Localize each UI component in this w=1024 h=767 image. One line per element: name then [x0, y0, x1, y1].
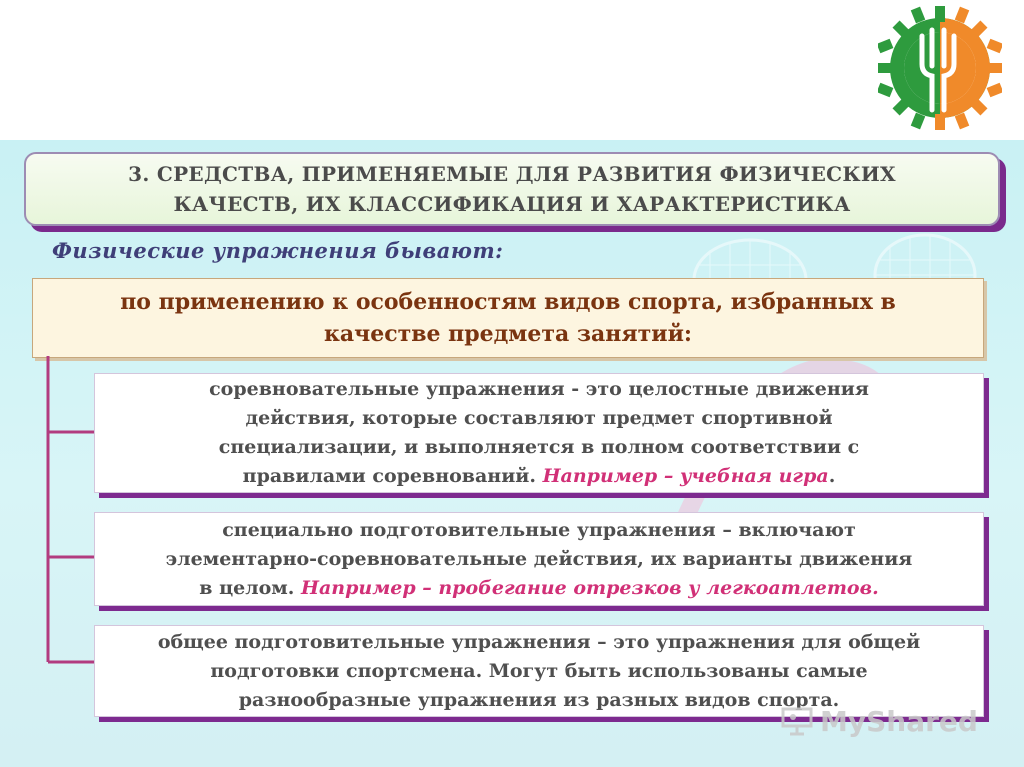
section-subtitle: Физические упражнения бывают: [52, 238, 504, 263]
card-text-line: элементарно-соревновательные действия, их варианты движения [165, 547, 913, 570]
presentation-board-icon [780, 706, 814, 736]
card-text-line: специализации, и выполняется в полном соответствии с [218, 436, 860, 458]
card-text-line: общее подготовительные упражнения – это упражнения для общей [157, 630, 921, 653]
criterion-line: качестве предмета занятий: [323, 321, 693, 347]
exercise-type-card [94, 512, 984, 606]
exercise-type-card [94, 373, 984, 493]
slide-title [24, 152, 1000, 226]
card-text-line: соревновательные упражнения - это целостные движения [209, 378, 869, 400]
example-text: Например – пробегание отрезков у легкоатлетов. [301, 576, 879, 599]
gear-fork-logo-icon [878, 6, 1002, 130]
slide-content [0, 140, 1024, 767]
tree-connector [44, 356, 96, 669]
card-text-line: подготовки спортсмена. Могут быть использованы самые [210, 659, 868, 682]
card-text: . [828, 465, 836, 487]
card-text-line: разнообразные упражнения из разных видов спорта. [238, 688, 840, 711]
watermark [780, 706, 978, 736]
slide-title-line: 3. СРЕДСТВА, ПРИМЕНЯЕМЫЕ ДЛЯ РАЗВИТИЯ ФИЗИЧЕСКИХ [128, 162, 896, 186]
card-text: правилами соревнований. [242, 465, 543, 487]
exercise-type-card [94, 625, 984, 717]
card-text-line [209, 462, 869, 491]
card-text-line: действия, которые составляют предмет спортивной [245, 407, 833, 429]
card-text: в целом. [199, 576, 302, 599]
card-text-line [166, 574, 913, 603]
slide-title-line: КАЧЕСТВ, ИХ КЛАССИФИКАЦИЯ И ХАРАКТЕРИСТИКА [173, 192, 851, 216]
example-text: Например – учебная игра [542, 465, 829, 487]
classification-criterion-box [32, 278, 984, 358]
top-header-band [0, 0, 1024, 140]
criterion-line: по применению к особенностям видов спорта, избранных в [120, 289, 896, 315]
watermark-text: MyShared [820, 704, 978, 738]
card-text-line: специально подготовительные упражнения – включают [222, 518, 856, 541]
